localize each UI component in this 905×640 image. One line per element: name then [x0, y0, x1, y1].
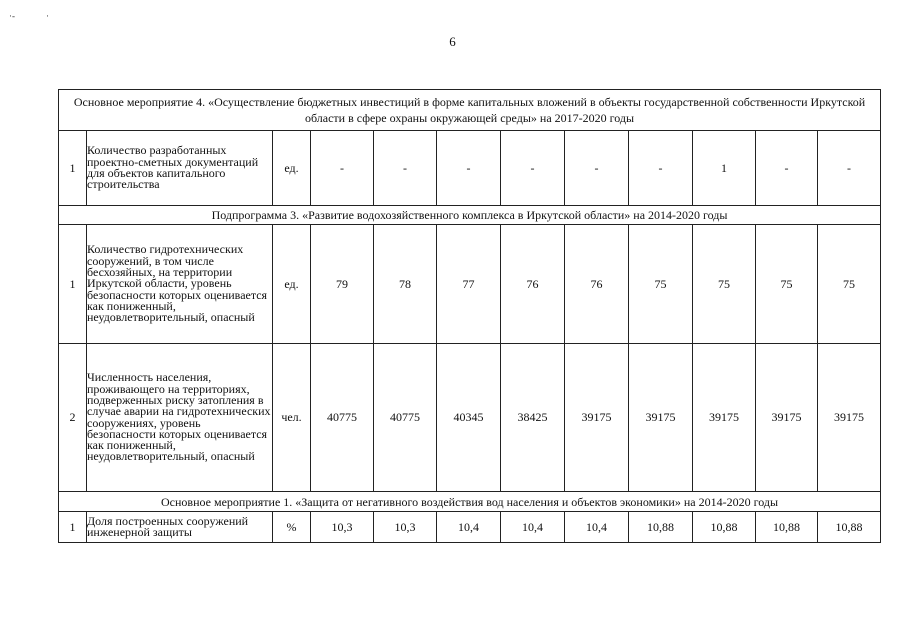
value-cell: - — [501, 131, 565, 206]
value-cell: 78 — [374, 225, 437, 344]
value-cell: 39175 — [693, 344, 756, 492]
table-row — [59, 344, 881, 492]
value-cell: 10,3 — [311, 512, 374, 543]
row-number: 1 — [59, 512, 87, 543]
row-number: 1 — [59, 131, 87, 206]
value-cell: - — [756, 131, 818, 206]
value-cell: 40775 — [374, 344, 437, 492]
value-cell: 10,88 — [629, 512, 693, 543]
value-cell: 10,3 — [374, 512, 437, 543]
indicator-name: Доля построенных сооружений инженерной защиты — [87, 512, 273, 543]
section-header-row — [59, 90, 881, 131]
value-cell: 10,88 — [756, 512, 818, 543]
value-cell: 75 — [693, 225, 756, 344]
table-row — [59, 131, 881, 206]
value-cell: 10,4 — [437, 512, 501, 543]
value-cell: 77 — [437, 225, 501, 344]
value-cell: 10,88 — [693, 512, 756, 543]
value-cell: - — [818, 131, 881, 206]
table-row — [59, 225, 881, 344]
corner-mark-right: · — [46, 11, 49, 21]
value-cell: 40775 — [311, 344, 374, 492]
page-number: 6 — [449, 34, 456, 49]
value-cell: - — [437, 131, 501, 206]
value-cell: 40345 — [437, 344, 501, 492]
value-cell: 10,88 — [818, 512, 881, 543]
value-cell: 75 — [629, 225, 693, 344]
value-cell: 39175 — [818, 344, 881, 492]
section-header-row — [59, 492, 881, 512]
section-title: Подпрограмма 3. «Развитие водохозяйственного комплекса в Иркутской области» на 2014-2020 годы — [59, 206, 881, 225]
value-cell: 39175 — [629, 344, 693, 492]
indicator-name: Численность населения, проживающего на территориях, подверженных риску затопления в случае аварии на гидротехнических сооружениях, уровень безопасности которых оценивается как пониженный, неудовлетворительный, опасный — [87, 344, 273, 492]
indicators-table — [58, 89, 881, 543]
unit-cell: ед. — [273, 225, 311, 344]
value-cell: 1 — [693, 131, 756, 206]
value-cell: - — [311, 131, 374, 206]
unit-cell: чел. — [273, 344, 311, 492]
value-cell: 79 — [311, 225, 374, 344]
section-title: Основное мероприятие 4. «Осуществление бюджетных инвестиций в форме капитальных вложений в объекты государственной собственности Иркутской области в сфере охраны окружающей среды» на 2017-2020 годы — [59, 90, 881, 131]
value-cell: 75 — [756, 225, 818, 344]
row-number: 2 — [59, 344, 87, 492]
indicator-name: Количество гидротехнических сооружений, в том числе бесхозяйных, на территории Иркутской области, уровень безопасности которых оценивается как пониженный, неудовлетворительный, опасный — [87, 225, 273, 344]
table-row — [59, 512, 881, 543]
value-cell: 76 — [565, 225, 629, 344]
row-number: 1 — [59, 225, 87, 344]
value-cell: 10,4 — [501, 512, 565, 543]
value-cell: 39175 — [756, 344, 818, 492]
value-cell: 39175 — [565, 344, 629, 492]
section-header-row — [59, 206, 881, 225]
value-cell: - — [374, 131, 437, 206]
unit-cell: % — [273, 512, 311, 543]
unit-cell: ед. — [273, 131, 311, 206]
value-cell: 76 — [501, 225, 565, 344]
value-cell: 75 — [818, 225, 881, 344]
value-cell: - — [629, 131, 693, 206]
corner-mark-left: ·- — [9, 11, 15, 21]
section-title: Основное мероприятие 1. «Защита от негативного воздействия вод населения и объектов экономики» на 2014-2020 годы — [59, 492, 881, 512]
value-cell: - — [565, 131, 629, 206]
value-cell: 38425 — [501, 344, 565, 492]
value-cell: 10,4 — [565, 512, 629, 543]
indicator-name: Количество разработанных проектно-сметных документаций для объектов капитального строительства — [87, 131, 273, 206]
